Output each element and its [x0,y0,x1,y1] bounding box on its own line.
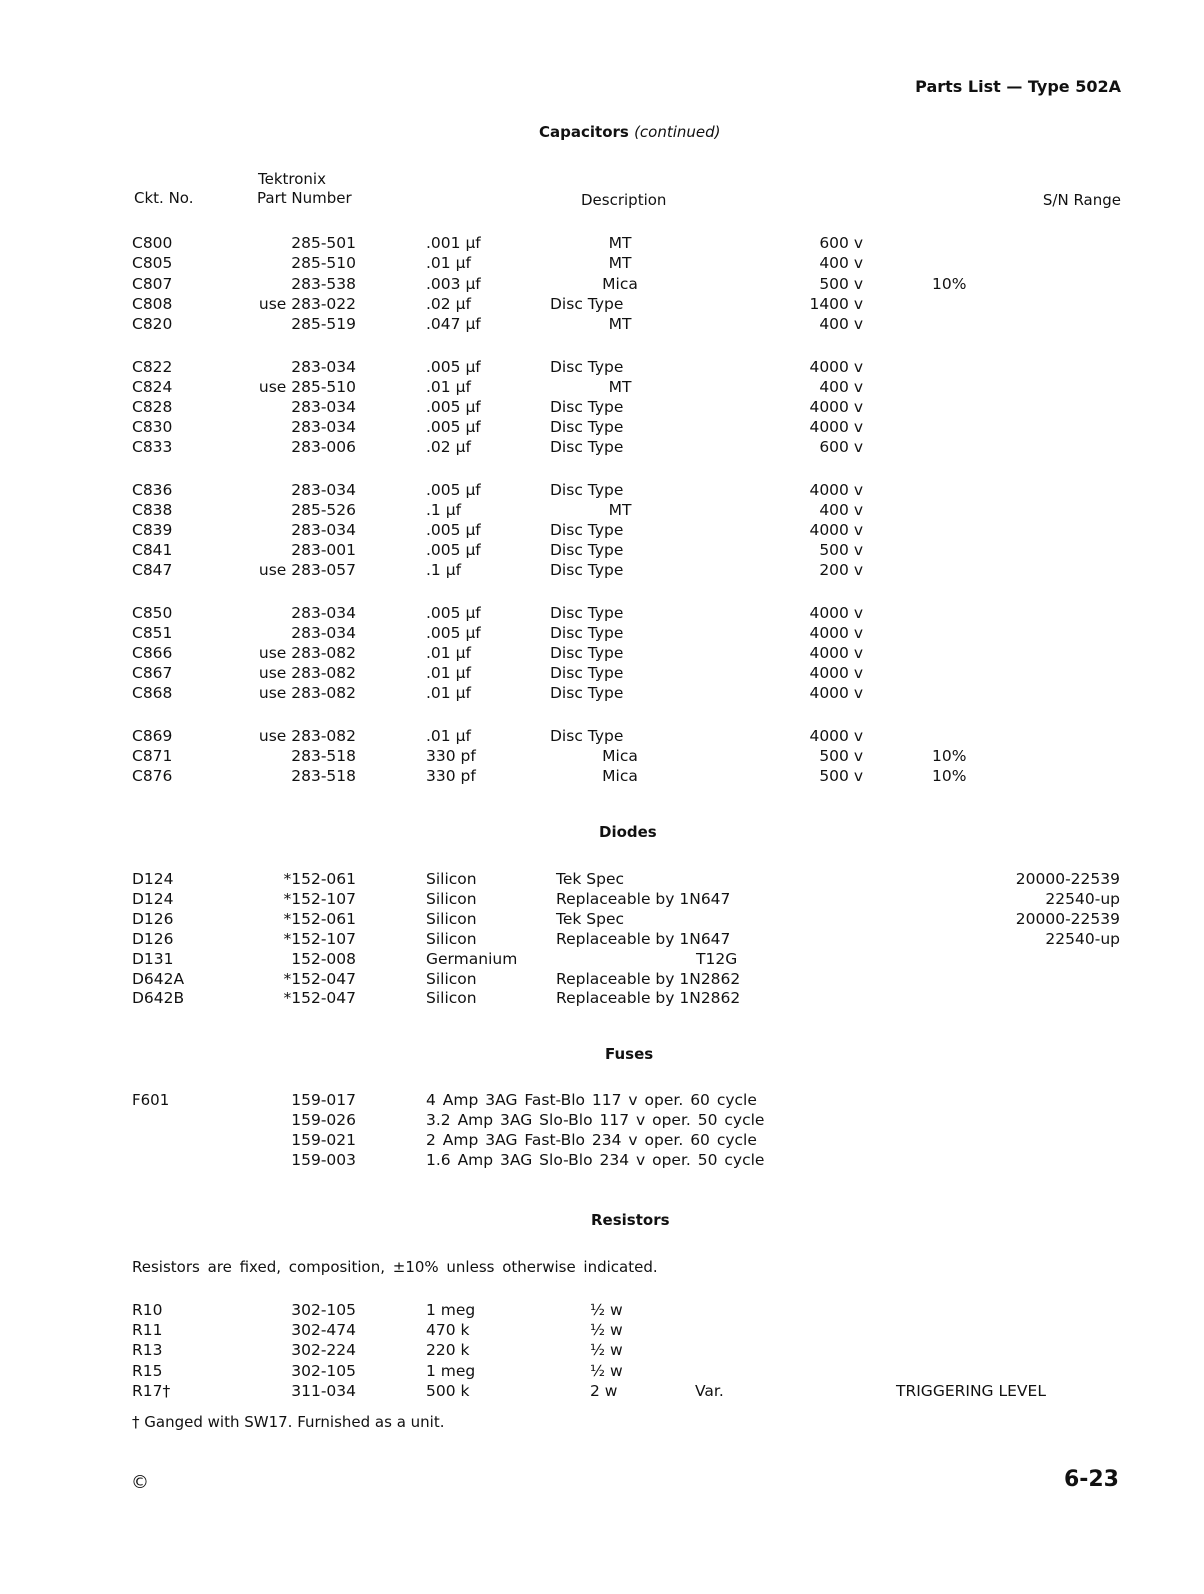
ckt-number: C868 [132,684,173,702]
ckt-number: C808 [132,295,173,313]
capacitor-type: Mica [602,767,638,785]
part-number: 283-518 [291,747,356,765]
fuse-row [0,1151,1204,1171]
ckt-number: C839 [132,521,173,539]
part-number: 285-501 [291,234,356,252]
diode-description: Replaceable by 1N647 [556,930,731,948]
voltage-rating: 4000 v [809,644,863,662]
part-number: 283-034 [291,624,356,642]
sn-range: 22540-up [1045,930,1120,948]
wattage: ½ w [590,1362,623,1380]
part-number: 302-105 [291,1301,356,1319]
capacitance-value: .01 µf [426,254,471,272]
capacitance-value: .005 µf [426,541,481,559]
capacitance-value: .02 µf [426,295,471,313]
sn-range: 20000-22539 [1015,910,1120,928]
diode-type: Silicon [426,989,477,1007]
column-header-part-line1: Tektronix [258,170,326,188]
voltage-rating: 600 v [819,438,863,456]
part-number: 159-017 [291,1091,356,1109]
capacitor-type: Disc Type [550,521,624,539]
part-number: 283-001 [291,541,356,559]
part-number: 302-224 [291,1341,356,1359]
capacitor-type: Mica [602,747,638,765]
voltage-rating: 4000 v [809,358,863,376]
wattage: ½ w [590,1301,623,1319]
diode-description: Tek Spec [556,870,625,888]
diode-row [0,890,1204,910]
part-number: 283-006 [291,438,356,456]
diode-row [0,910,1204,930]
capacitor-type: MT [608,254,632,272]
capacitance-value: .01 µf [426,727,471,745]
wattage: ½ w [590,1341,623,1359]
ckt-number: C869 [132,727,173,745]
diode-type: Silicon [426,890,477,908]
resistor-row [0,1362,1204,1382]
part-number: 311-034 [291,1382,356,1400]
diode-type: Silicon [426,910,477,928]
capacitance-value: .005 µf [426,521,481,539]
part-number: *152-107 [283,890,356,908]
resistance-value: 220 k [426,1341,470,1359]
ckt-number: C866 [132,644,173,662]
ckt-number: R11 [132,1321,163,1339]
part-number: *152-047 [283,970,356,988]
ckt-number: D126 [132,910,174,928]
wattage: 2 w [590,1382,618,1400]
part-number: 159-021 [291,1131,356,1149]
resistor-note: Resistors are fixed, composition, ±10% unless otherwise indicated. [132,1258,658,1276]
ckt-number: D124 [132,870,174,888]
voltage-rating: 4000 v [809,521,863,539]
capacitor-type: MT [608,378,632,396]
ckt-number: C836 [132,481,173,499]
column-header-description: Description [581,191,667,209]
capacitance-value: .01 µf [426,378,471,396]
variable-marker: Var. [695,1382,724,1400]
part-number: 159-003 [291,1151,356,1169]
section-title-resistors: Resistors [591,1211,670,1229]
capacitance-value: 330 pf [426,747,476,765]
part-number: 285-510 [291,254,356,272]
part-number: use 283-057 [258,561,356,579]
part-number: 152-008 [291,950,356,968]
capacitor-row [0,727,1204,747]
sn-range: 20000-22539 [1015,870,1120,888]
voltage-rating: 4000 v [809,727,863,745]
part-number: 159-026 [291,1111,356,1129]
voltage-rating: 4000 v [809,418,863,436]
capacitor-row [0,644,1204,664]
capacitance-value: .003 µf [426,275,481,293]
voltage-rating: 400 v [819,378,863,396]
wattage: ½ w [590,1321,623,1339]
fuse-description: 3.2 Amp 3AG Slo-Blo 117 v oper. 50 cycle [426,1111,765,1129]
part-number: 283-034 [291,521,356,539]
part-number: 283-538 [291,275,356,293]
part-number: 283-034 [291,398,356,416]
capacitors-title: Capacitors [539,123,629,141]
column-header-ckt: Ckt. No. [134,189,194,207]
capacitance-value: .02 µf [426,438,471,456]
part-number: 283-034 [291,358,356,376]
diode-type: Silicon [426,930,477,948]
voltage-rating: 4000 v [809,481,863,499]
tolerance: 10% [932,275,967,293]
voltage-rating: 500 v [819,767,863,785]
capacitor-type: Disc Type [550,541,624,559]
capacitor-row [0,254,1204,274]
capacitor-row [0,624,1204,644]
resistor-row [0,1382,1204,1402]
capacitor-type: Disc Type [550,664,624,682]
diode-type: Silicon [426,970,477,988]
part-number: 285-519 [291,315,356,333]
capacitance-value: .1 µf [426,501,462,519]
capacitor-type: Mica [602,275,638,293]
capacitor-type: Disc Type [550,358,624,376]
fuse-ckt-number: F601 [132,1091,170,1109]
ckt-number: C822 [132,358,173,376]
voltage-rating: 4000 v [809,398,863,416]
resistor-footnote: † Ganged with SW17. Furnished as a unit. [132,1413,445,1431]
ckt-number: C847 [132,561,173,579]
fuse-description: 4 Amp 3AG Fast-Blo 117 v oper. 60 cycle [426,1091,757,1109]
ckt-number: C807 [132,275,173,293]
fuse-description: 1.6 Amp 3AG Slo-Blo 234 v oper. 50 cycle [426,1151,765,1169]
diode-row [0,970,1204,990]
diode-row [0,950,1204,970]
ckt-number: C833 [132,438,173,456]
resistance-value: 1 meg [426,1301,476,1319]
ckt-number: C851 [132,624,173,642]
part-number: 285-526 [291,501,356,519]
capacitor-type: Disc Type [550,398,624,416]
ckt-number: R15 [132,1362,163,1380]
part-number: *152-061 [283,870,356,888]
ckt-number: C824 [132,378,173,396]
capacitor-row [0,438,1204,458]
ckt-number: C805 [132,254,173,272]
capacitor-row [0,747,1204,767]
capacitor-type: Disc Type [550,481,624,499]
capacitor-row [0,684,1204,704]
capacitor-row [0,418,1204,438]
capacitor-type: Disc Type [550,295,624,313]
ckt-number: D126 [132,930,174,948]
capacitance-value: .001 µf [426,234,481,252]
capacitor-row [0,315,1204,335]
voltage-rating: 4000 v [809,684,863,702]
capacitance-value: .005 µf [426,604,481,622]
capacitance-value: .005 µf [426,398,481,416]
part-number: 283-034 [291,604,356,622]
capacitor-type: MT [608,501,632,519]
part-number: use 283-082 [258,664,356,682]
capacitor-type: Disc Type [550,438,624,456]
capacitor-type: MT [608,315,632,333]
capacitor-row [0,358,1204,378]
ckt-number: D642B [132,989,185,1007]
capacitor-row [0,295,1204,315]
capacitance-value: .005 µf [426,358,481,376]
part-number: 283-034 [291,418,356,436]
part-number: use 283-022 [258,295,356,313]
diode-description: Tek Spec [556,910,625,928]
voltage-rating: 400 v [819,501,863,519]
tolerance: 10% [932,767,967,785]
diode-designation: T12G [696,950,738,968]
ckt-number: C800 [132,234,173,252]
resistor-row [0,1321,1204,1341]
part-number: use 283-082 [258,727,356,745]
function-note: TRIGGERING LEVEL [896,1382,1046,1400]
voltage-rating: 600 v [819,234,863,252]
part-number: 283-518 [291,767,356,785]
capacitor-row [0,664,1204,684]
ckt-number: R13 [132,1341,163,1359]
ckt-number: C820 [132,315,173,333]
capacitor-type: Disc Type [550,624,624,642]
ckt-number: D642A [132,970,185,988]
capacitance-value: .01 µf [426,664,471,682]
ckt-number: C876 [132,767,173,785]
capacitance-value: .005 µf [426,624,481,642]
part-number: 283-034 [291,481,356,499]
ckt-number: C850 [132,604,173,622]
part-number: use 285-510 [258,378,356,396]
ckt-number: C841 [132,541,173,559]
capacitor-row [0,541,1204,561]
capacitor-type: Disc Type [550,644,624,662]
sn-range: 22540-up [1045,890,1120,908]
capacitor-type: Disc Type [550,418,624,436]
capacitance-value: .005 µf [426,481,481,499]
running-header: Parts List — Type 502A [915,77,1121,96]
page-number: 6-23 [1063,1467,1119,1492]
voltage-rating: 500 v [819,747,863,765]
ckt-number: D124 [132,890,174,908]
part-number: 302-105 [291,1362,356,1380]
capacitance-value: .047 µf [426,315,481,333]
ckt-number: C838 [132,501,173,519]
column-header-sn-range: S/N Range [1042,191,1121,209]
fuse-description: 2 Amp 3AG Fast-Blo 234 v oper. 60 cycle [426,1131,757,1149]
section-title-fuses: Fuses [605,1045,654,1063]
resistor-row [0,1341,1204,1361]
ckt-number: R10 [132,1301,163,1319]
capacitors-title-suffix: (continued) [634,123,721,141]
part-number: *152-047 [283,989,356,1007]
voltage-rating: 400 v [819,315,863,333]
capacitor-row [0,275,1204,295]
diode-row [0,870,1204,890]
capacitor-row [0,378,1204,398]
resistor-row [0,1301,1204,1321]
capacitor-type: Disc Type [550,727,624,745]
capacitor-row [0,501,1204,521]
voltage-rating: 4000 v [809,624,863,642]
diode-description: Replaceable by 1N2862 [556,989,741,1007]
diode-type: Germanium [426,950,518,968]
part-number: *152-061 [283,910,356,928]
resistance-value: 500 k [426,1382,470,1400]
voltage-rating: 200 v [819,561,863,579]
voltage-rating: 1400 v [809,295,863,313]
voltage-rating: 500 v [819,541,863,559]
resistance-value: 470 k [426,1321,470,1339]
capacitor-type: Disc Type [550,604,624,622]
section-title-diodes: Diodes [599,823,657,841]
capacitor-type: MT [608,234,632,252]
section-title-capacitors [539,123,721,141]
part-number: *152-107 [283,930,356,948]
capacitor-type: Disc Type [550,684,624,702]
capacitance-value: .01 µf [426,644,471,662]
voltage-rating: 4000 v [809,664,863,682]
resistance-value: 1 meg [426,1362,476,1380]
ckt-number: C830 [132,418,173,436]
capacitor-row [0,398,1204,418]
capacitor-row [0,521,1204,541]
capacitor-row [0,604,1204,624]
capacitor-row [0,234,1204,254]
ckt-number: C867 [132,664,173,682]
voltage-rating: 4000 v [809,604,863,622]
capacitance-value: .1 µf [426,561,462,579]
ckt-number: C828 [132,398,173,416]
diode-description: Replaceable by 1N2862 [556,970,741,988]
part-number: use 283-082 [258,684,356,702]
diode-description: Replaceable by 1N647 [556,890,731,908]
voltage-rating: 500 v [819,275,863,293]
fuse-row [0,1131,1204,1151]
tolerance: 10% [932,747,967,765]
capacitance-value: .01 µf [426,684,471,702]
ckt-number: D131 [132,950,174,968]
diode-row [0,989,1204,1009]
capacitor-type: Disc Type [550,561,624,579]
fuse-row [0,1111,1204,1131]
ckt-number: R17† [132,1382,171,1400]
capacitor-row [0,767,1204,787]
fuse-row [0,1091,1204,1111]
voltage-rating: 400 v [819,254,863,272]
capacitance-value: .005 µf [426,418,481,436]
diode-type: Silicon [426,870,477,888]
column-header-part-line2: Part Number [257,189,352,207]
capacitor-row [0,481,1204,501]
capacitor-row [0,561,1204,581]
capacitance-value: 330 pf [426,767,476,785]
part-number: use 283-082 [258,644,356,662]
copyright-symbol: © [131,1472,149,1493]
diode-row [0,930,1204,950]
part-number: 302-474 [291,1321,356,1339]
ckt-number: C871 [132,747,173,765]
